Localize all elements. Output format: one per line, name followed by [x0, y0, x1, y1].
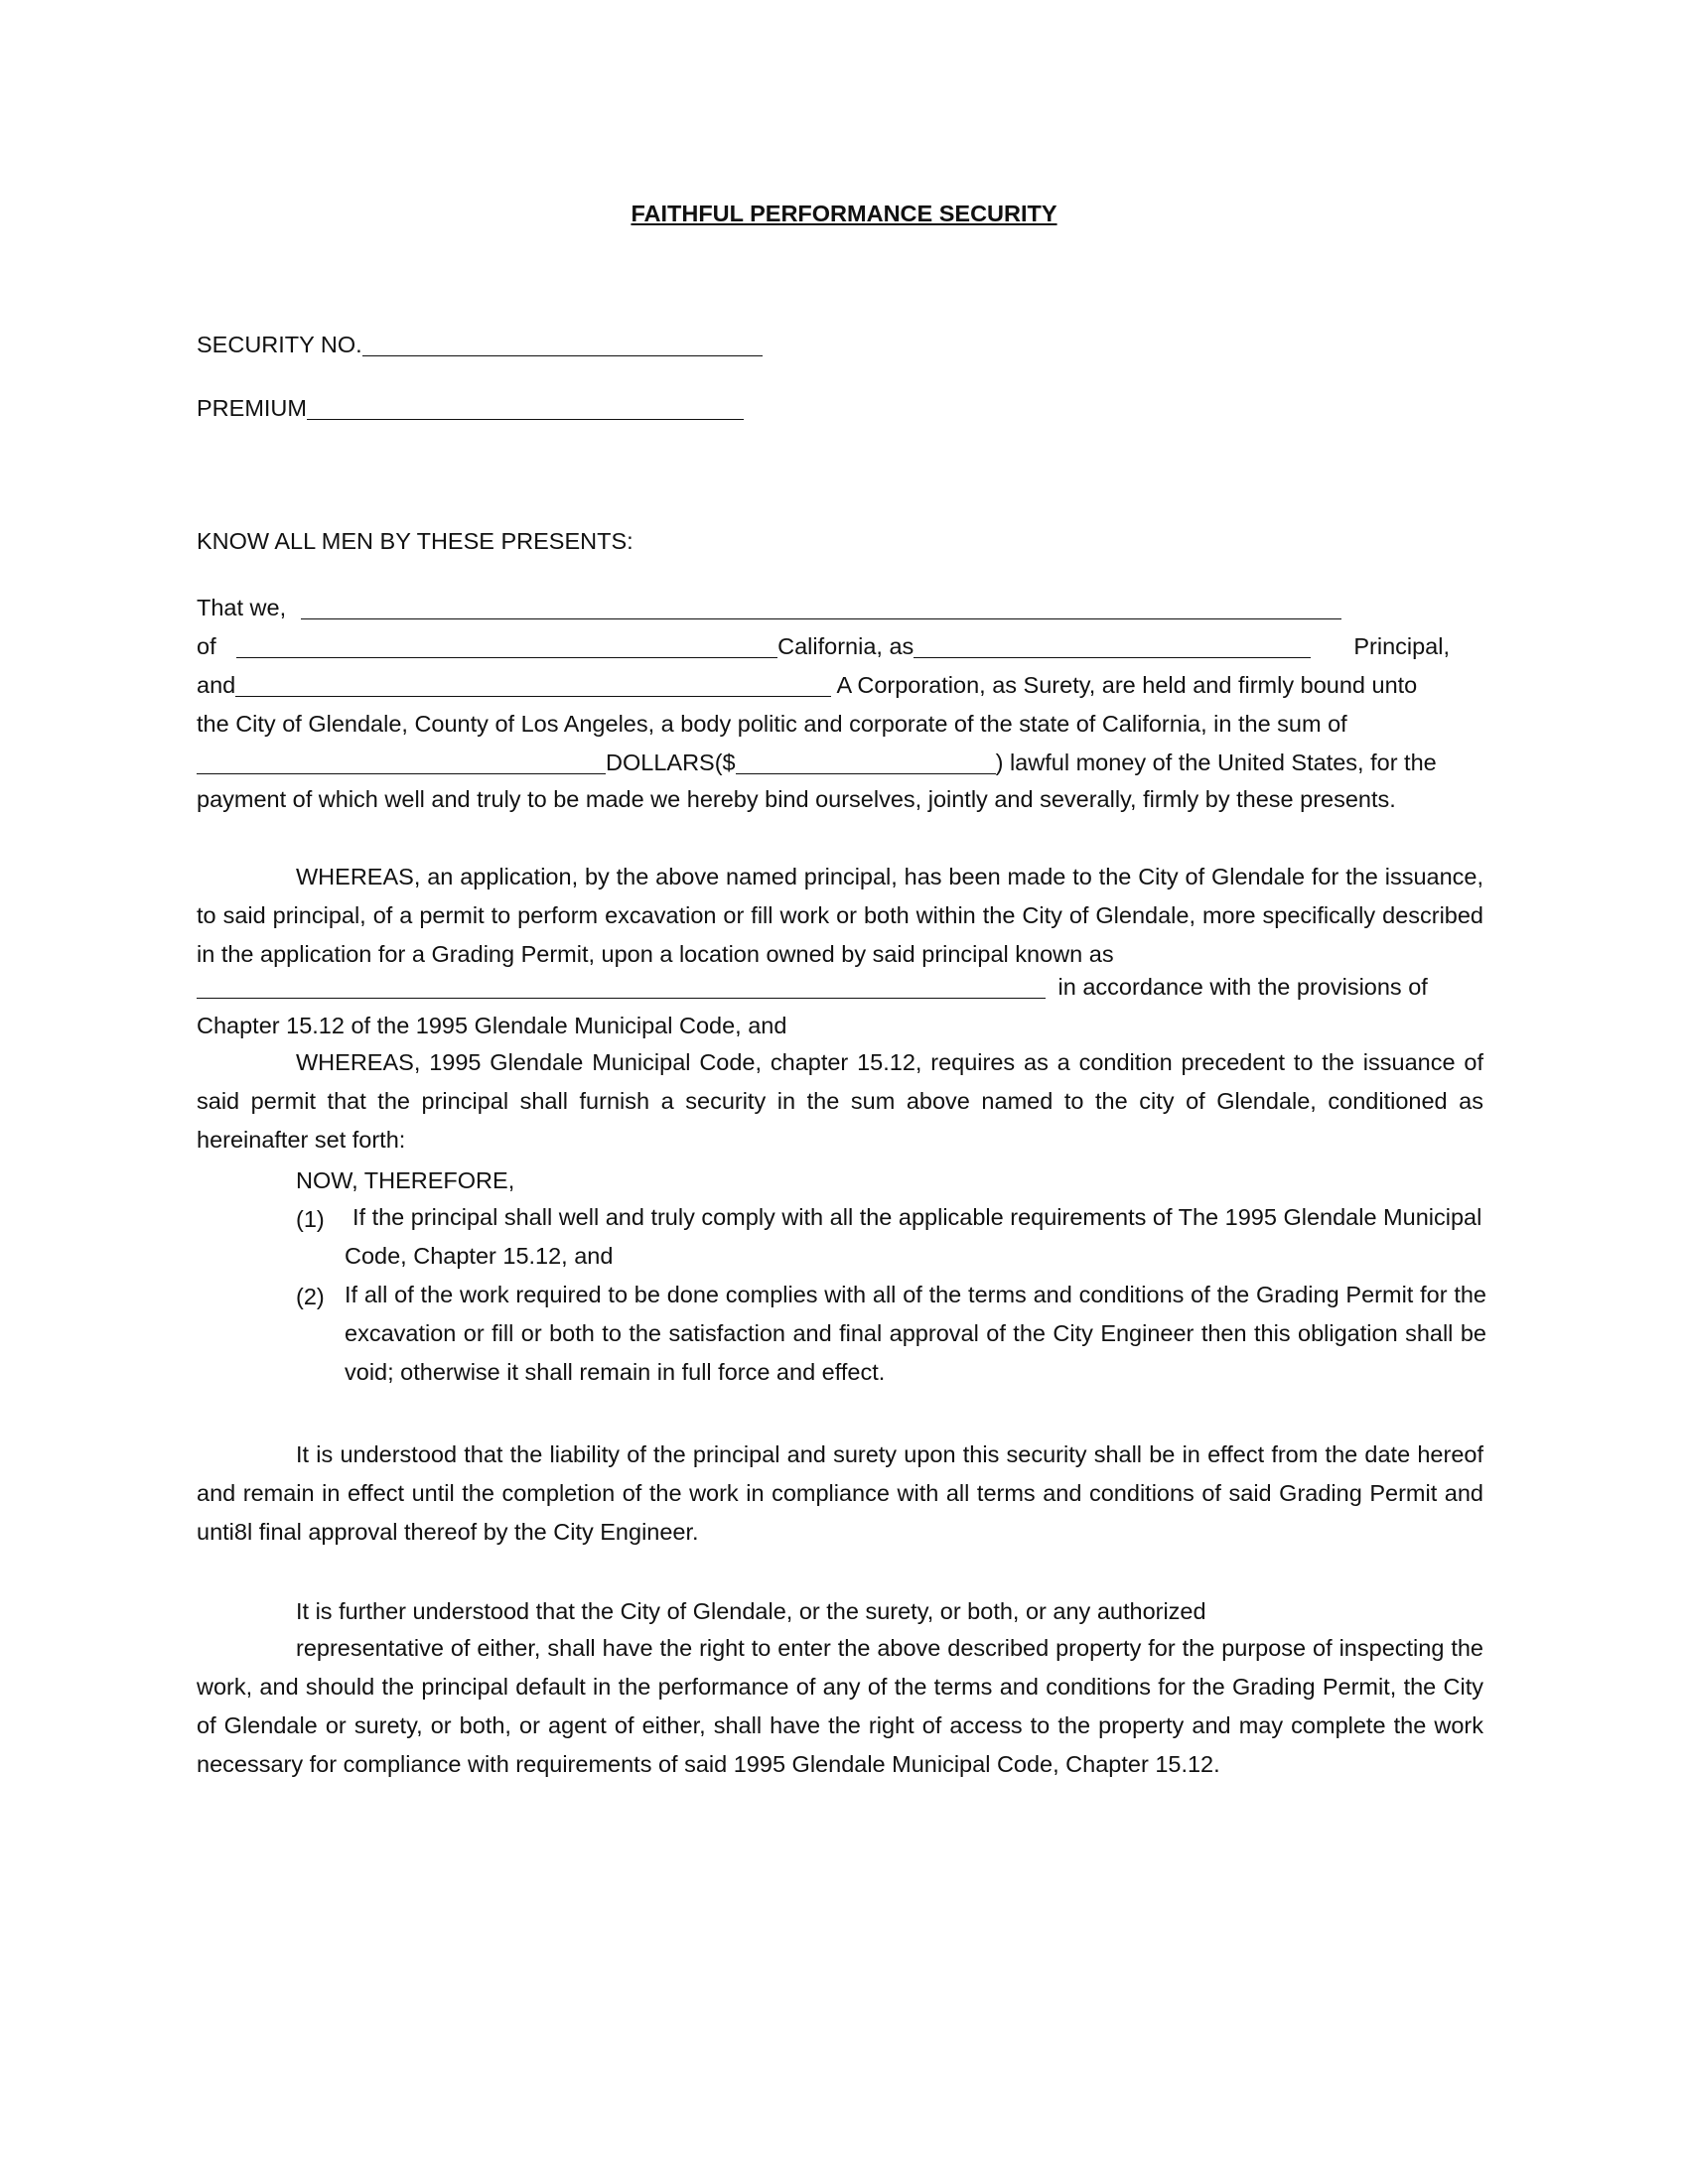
- location-row: [197, 974, 1428, 1001]
- right-of-entry-paragraph: representative of either, shall have the right to enter the above described property for the purpose of inspecting the work, and should the principal default in the performance of any of the terms and conditions for the Grading Permit, the City of Glendale or surety, or both, or agent of either, shall have the right of access to the property and may complete the work necessary for compliance with requirements of said 1995 Glendale Municipal Code, Chapter 15.12.: [197, 1635, 1483, 1777]
- corporation-text: A Corporation, as Surety, are held and firmly bound unto: [836, 672, 1418, 698]
- chapter-line: Chapter 15.12 of the 1995 Glendale Municipal Code, and: [197, 1013, 787, 1038]
- that-we-row: [197, 595, 1341, 621]
- dollars-label: DOLLARS($: [606, 750, 736, 775]
- item-2-number: (2): [296, 1284, 325, 1309]
- of-label: of: [197, 633, 216, 659]
- security-no-label: SECURITY NO.: [197, 332, 362, 357]
- liability-paragraph: It is understood that the liability of the principal and surety upon this security shall be in effect from the date hereof and remain in effect until the completion of the work in compliance with all terms and conditions of said Grading Permit and unti8l final approval thereof by the City Engineer.: [197, 1441, 1483, 1545]
- lawful-money-text: ) lawful money of the United States, for the: [995, 750, 1437, 775]
- principal-label: Principal,: [1353, 633, 1450, 659]
- item-2-text: If all of the work required to be done complies with all of the terms and conditions of the Grading Permit for the excavation or fill or both to the satisfaction and final approval of the City Engineer then this obligation shall be void; otherwise it shall remain in full force and effect.: [345, 1282, 1486, 1385]
- premium-row: [197, 395, 744, 422]
- premium-label: PREMIUM: [197, 395, 307, 421]
- item-1-number: (1): [296, 1206, 325, 1232]
- document-title: FAITHFUL PERFORMANCE SECURITY: [631, 201, 1057, 226]
- of-row: [197, 633, 1450, 660]
- principal-address-field[interactable]: [236, 633, 777, 658]
- now-therefore: NOW, THEREFORE,: [296, 1167, 515, 1193]
- whereas-application-paragraph: WHEREAS, an application, by the above named principal, has been made to the City of Glendale for the issuance, to said principal, of a permit to perform excavation or fill work or both within the City of Glendale, more specifically described in the application for a Grading Permit, upon a location owned by said principal known as: [197, 864, 1483, 967]
- and-label: and: [197, 672, 236, 698]
- amount-numeric-field[interactable]: [736, 750, 996, 774]
- security-no-row: [197, 332, 763, 358]
- city-line: the City of Glendale, County of Los Angeles, a body politic and corporate of the state of California, in the sum of: [197, 711, 1347, 737]
- security-no-field[interactable]: [362, 332, 763, 356]
- principal-name-field[interactable]: [301, 595, 1341, 619]
- surety-name-field[interactable]: [235, 672, 831, 697]
- whereas-code-paragraph: WHEREAS, 1995 Glendale Municipal Code, chapter 15.12, requires as a condition precedent to the issuance of said permit that the principal shall furnish a security in the sum above named to the city of Glendale, conditioned as hereinafter set forth:: [197, 1049, 1483, 1153]
- premium-field[interactable]: [307, 395, 744, 420]
- that-we-label: That we,: [197, 595, 287, 620]
- right-of-entry-first-line: It is further understood that the City of Glendale, or the surety, or both, or any authorized: [296, 1598, 1206, 1624]
- and-row: [197, 672, 1417, 699]
- know-all-heading: KNOW ALL MEN BY THESE PRESENTS:: [197, 528, 633, 554]
- dollars-row: [197, 750, 1437, 776]
- amount-words-field[interactable]: [197, 750, 606, 774]
- california-as-label: California, as: [777, 633, 914, 659]
- item-1-text: If the principal shall well and truly comply with all the applicable requirements of The 1995 Glendale Municipal Code, Chapter 15.12, and: [345, 1204, 1482, 1269]
- principal-role-field[interactable]: [914, 633, 1311, 658]
- location-field[interactable]: [197, 974, 1046, 999]
- accordance-text: in accordance with the provisions of: [1057, 974, 1428, 1000]
- payment-paragraph: payment of which well and truly to be made we hereby bind ourselves, jointly and severally, firmly by these presents.: [197, 786, 1396, 812]
